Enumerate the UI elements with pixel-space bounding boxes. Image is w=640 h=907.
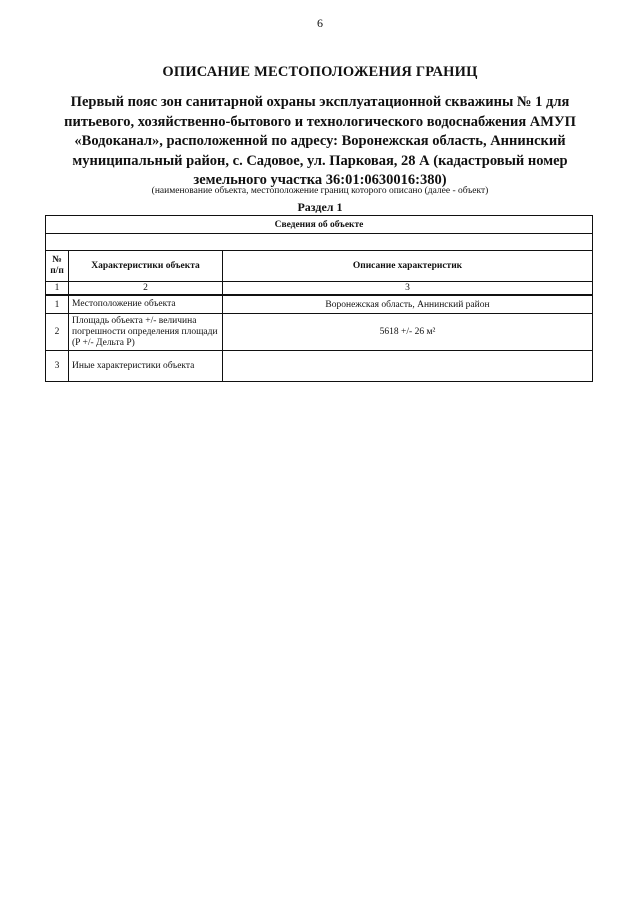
column-header-row [46, 251, 593, 282]
document-title: ОПИСАНИЕ МЕСТОПОЛОЖЕНИЯ ГРАНИЦ [162, 64, 478, 80]
section-title: Раздел 1 [297, 200, 343, 214]
table-spacer-row [46, 234, 593, 251]
row-number: 1 [46, 295, 69, 314]
column-index-row [46, 282, 593, 296]
row-characteristic: Местоположение объекта [69, 295, 223, 314]
object-description [50, 93, 590, 191]
column-index: 3 [223, 282, 593, 296]
row-description: Воронежская область, Аннинский район [223, 295, 593, 314]
column-header-characteristics: Характеристики объекта [69, 251, 223, 282]
row-characteristic: Площадь объекта +/- величина погрешности определения площади (P +/- Дельта P) [69, 314, 223, 351]
row-number: 2 [46, 314, 69, 351]
column-header-num-line: п/п [50, 266, 64, 276]
row-description: 5618 +/- 26 м² [223, 314, 593, 351]
object-description-line: «Водоканал», расположенной по адресу: Воронежская область, Аннинский [74, 133, 566, 149]
column-index: 2 [69, 282, 223, 296]
table-header: Сведения об объекте [46, 216, 593, 234]
object-caption: (наименование объекта, местоположение границ которого описано (далее - объект) [151, 186, 489, 196]
column-header-num-line: № [52, 255, 62, 265]
object-description-line: питьевого, хозяйственно-бытового и технологического водоснабжения АМУП [64, 113, 576, 130]
column-header-num [46, 251, 69, 282]
row-description [223, 351, 593, 382]
table-row [46, 351, 593, 382]
object-description-line: Первый пояс зон санитарной охраны эксплуатационной скважины № 1 для [70, 94, 570, 110]
object-description-line: земельного участка 36:01:0630016:380) [193, 172, 447, 188]
object-info-table [45, 215, 593, 382]
table-spacer-cell [46, 234, 593, 251]
object-description-line: муниципальный район, с. Садовое, ул. Парковая, 28 А (кадастровый номер [72, 152, 568, 169]
table-row [46, 314, 593, 351]
row-number: 3 [46, 351, 69, 382]
column-header-description: Описание характеристик [223, 251, 593, 282]
page-number: 6 [317, 16, 323, 30]
table-header-row [46, 216, 593, 234]
row-characteristic: Иные характеристики объекта [69, 351, 223, 382]
table-row [46, 295, 593, 314]
column-index: 1 [46, 282, 69, 296]
